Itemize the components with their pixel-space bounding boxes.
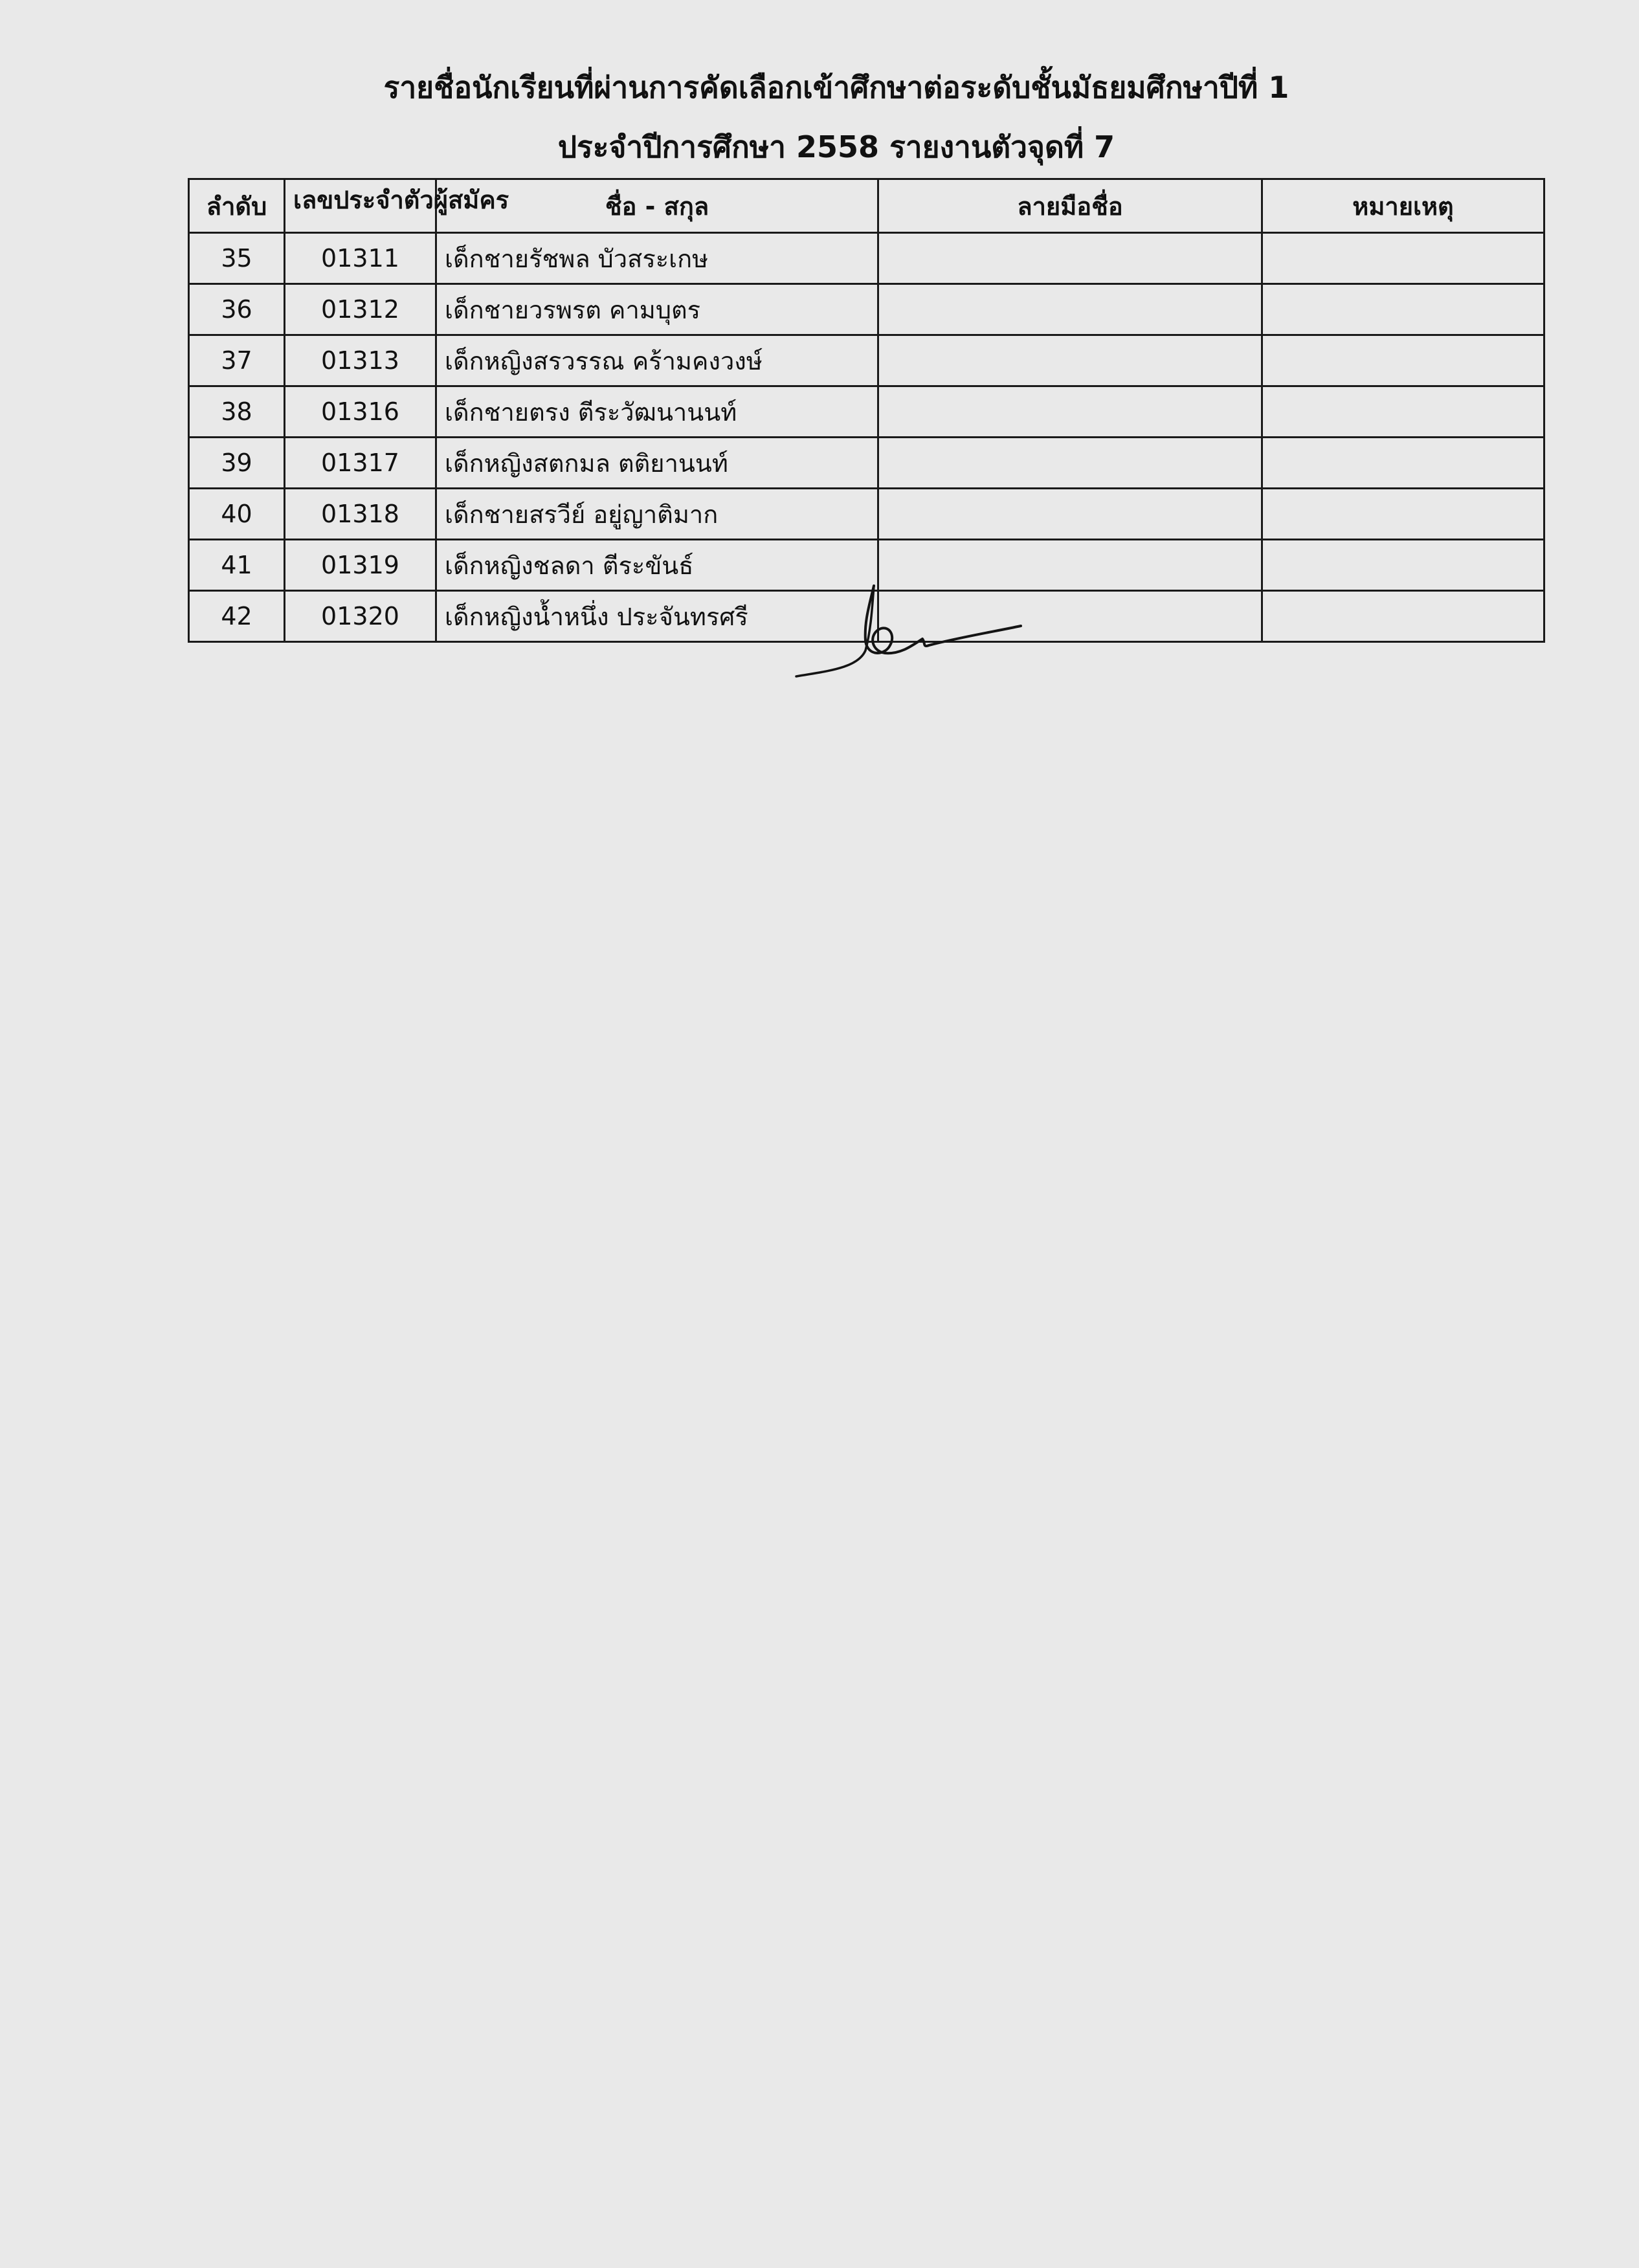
student-name-cell: เด็กชายสรวีย์ อยู่ญาติมาก: [436, 489, 878, 540]
remarks-cell: [1262, 386, 1544, 438]
signature-cell: [878, 233, 1262, 284]
order-cell: 39: [189, 438, 285, 489]
signature-cell: [878, 284, 1262, 335]
table-row: [189, 489, 1544, 540]
applicant-id-cell: 01319: [285, 540, 436, 591]
applicant-id-cell: 01317: [285, 438, 436, 489]
applicant-id-cell: 01316: [285, 386, 436, 438]
student-name-cell: เด็กชายตรง ตีระวัฒนานนท์: [436, 386, 878, 438]
order-cell: 37: [189, 335, 285, 386]
header-remarks: หมายเหตุ: [1262, 179, 1544, 233]
remarks-cell: [1262, 284, 1544, 335]
table-row: [189, 233, 1544, 284]
applicant-id-cell: 01320: [285, 591, 436, 642]
signature-cell: [878, 438, 1262, 489]
table-row: [189, 284, 1544, 335]
table-row: [189, 438, 1544, 489]
page-subtitle: ประจำปีการศึกษา 2558 รายงานตัวจุดที่ 7: [557, 129, 1115, 164]
table-header-row: [189, 179, 1544, 233]
header-signature: ลายมือชื่อ: [878, 179, 1262, 233]
header-order: ลำดับ: [189, 179, 285, 233]
remarks-cell: [1262, 335, 1544, 386]
table-header: [189, 179, 1544, 233]
student-name-cell: เด็กหญิงสตกมล ตติยานนท์: [436, 438, 878, 489]
student-name-cell: เด็กหญิงชลดา ตีระขันธ์: [436, 540, 878, 591]
student-name-cell: เด็กหญิงน้ำหนึ่ง ประจันทรศรี: [436, 591, 878, 642]
remarks-cell: [1262, 540, 1544, 591]
student-roster-table: [188, 178, 1545, 643]
order-cell: 36: [189, 284, 285, 335]
applicant-id-cell: 01318: [285, 489, 436, 540]
page-title: รายชื่อนักเรียนที่ผ่านการคัดเลือกเข้าศึกษาต่อระดับชั้นมัธยมศึกษาปีที่ 1: [383, 70, 1289, 105]
signature-cell: [878, 335, 1262, 386]
student-name-cell: เด็กชายวรพรต คามบุตร: [436, 284, 878, 335]
remarks-cell: [1262, 438, 1544, 489]
applicant-id-cell: 01311: [285, 233, 436, 284]
order-cell: 38: [189, 386, 285, 438]
order-cell: 41: [189, 540, 285, 591]
remarks-cell: [1262, 591, 1544, 642]
order-cell: 42: [189, 591, 285, 642]
remarks-cell: [1262, 233, 1544, 284]
signature-cell: [878, 540, 1262, 591]
table-row: [189, 335, 1544, 386]
header-applicant-id: เลขประจำตัวผู้สมัคร: [285, 179, 436, 233]
table-row: [189, 386, 1544, 438]
student-name-cell: เด็กหญิงสรวรรณ คร้ามคงวงษ์: [436, 335, 878, 386]
applicant-id-cell: 01312: [285, 284, 436, 335]
order-cell: 35: [189, 233, 285, 284]
signature-cell: [878, 489, 1262, 540]
table-body: [189, 233, 1544, 642]
table-row: [189, 540, 1544, 591]
signature-cell: [878, 386, 1262, 438]
student-name-cell: เด็กชายรัชพล บัวสระเกษ: [436, 233, 878, 284]
order-cell: 40: [189, 489, 285, 540]
applicant-id-cell: 01313: [285, 335, 436, 386]
remarks-cell: [1262, 489, 1544, 540]
header-name: ชื่อ - สกุล: [436, 179, 878, 233]
handwritten-signature: [793, 586, 1039, 683]
